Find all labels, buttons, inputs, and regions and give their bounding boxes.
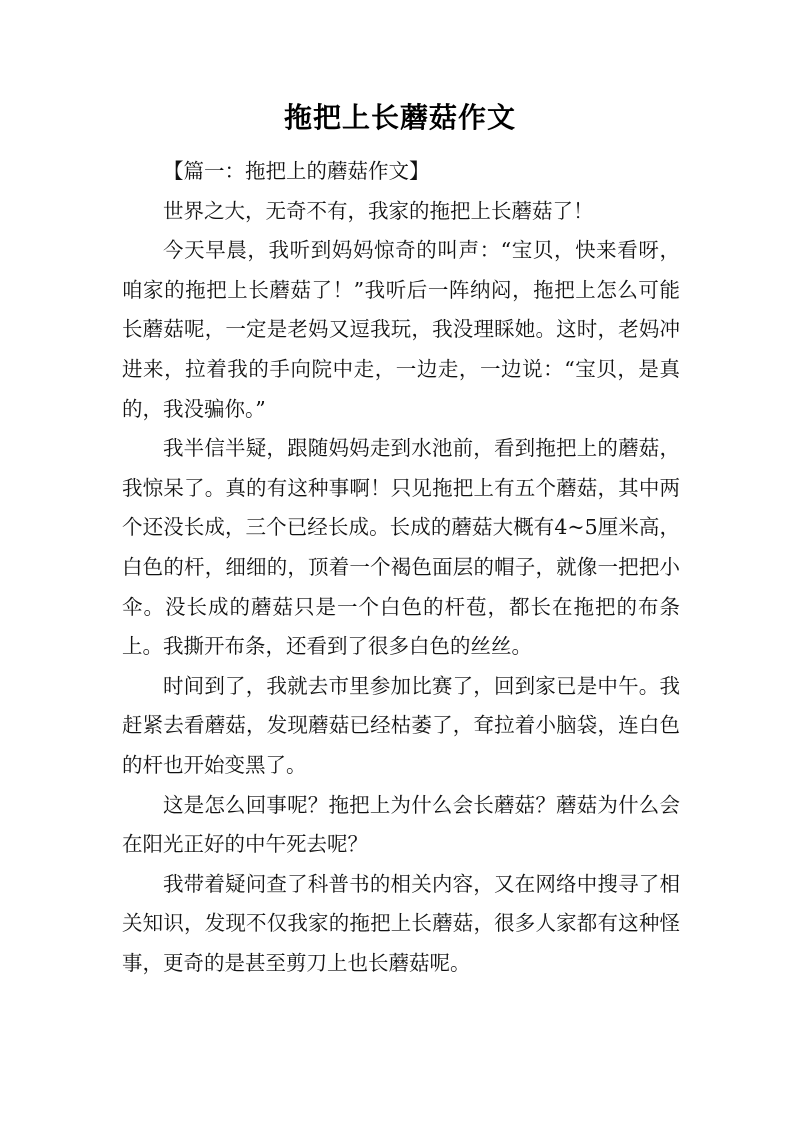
paragraph: 时间到了，我就去市里参加比赛了，回到家已是中午。我赶紧去看蘑菇，发现蘑菇已经枯萎了，耷拉着小脑袋，连白色的杆也开始变黑了。: [122, 673, 680, 777]
document-body: [122, 152, 680, 983]
paragraph: 世界之大，无奇不有，我家的拖把上长蘑菇了！: [163, 198, 594, 223]
section-heading: 【篇一：拖把上的蘑菇作文】: [163, 159, 430, 183]
paragraph: 今天早晨，我听到妈妈惊奇的叫声：“宝贝，快来看呀，咱家的拖把上长蘑菇了！”我听后一阵纳闷，拖把上怎么可能长蘑菇呢，一定是老妈又逗我玩，我没理睬她。这时，老妈冲进来，拉着我的手向院中走，一边走，一边说：“宝贝，是真的，我没骗你。”: [122, 238, 680, 421]
document-title: 拖把上长蘑菇作文: [283, 101, 516, 134]
paragraph: 我半信半疑，跟随妈妈走到水池前，看到拖把上的蘑菇，我惊呆了。真的有这种事啊！只见拖把上有五个蘑菇，其中两个还没长成，三个已经长成。长成的蘑菇大概有4~5厘米高，白色的杆，细细的，顶着一个褐色面层的帽子，就像一把把小伞。没长成的蘑菇只是一个白色的杆苞，都长在拖把的布条上。我撕开布条，还看到了很多白色的丝丝。: [122, 436, 680, 659]
paragraph: 这是怎么回事呢？拖把上为什么会长蘑菇？蘑菇为什么会在阳光正好的中午死去呢？: [122, 792, 680, 857]
paragraph: 我带着疑问查了科普书的相关内容，又在网络中搜寻了相关知识，发现不仅我家的拖把上长蘑菇，很多人家都有这种怪事，更奇的是甚至剪刀上也长蘑菇呢。: [122, 871, 680, 975]
